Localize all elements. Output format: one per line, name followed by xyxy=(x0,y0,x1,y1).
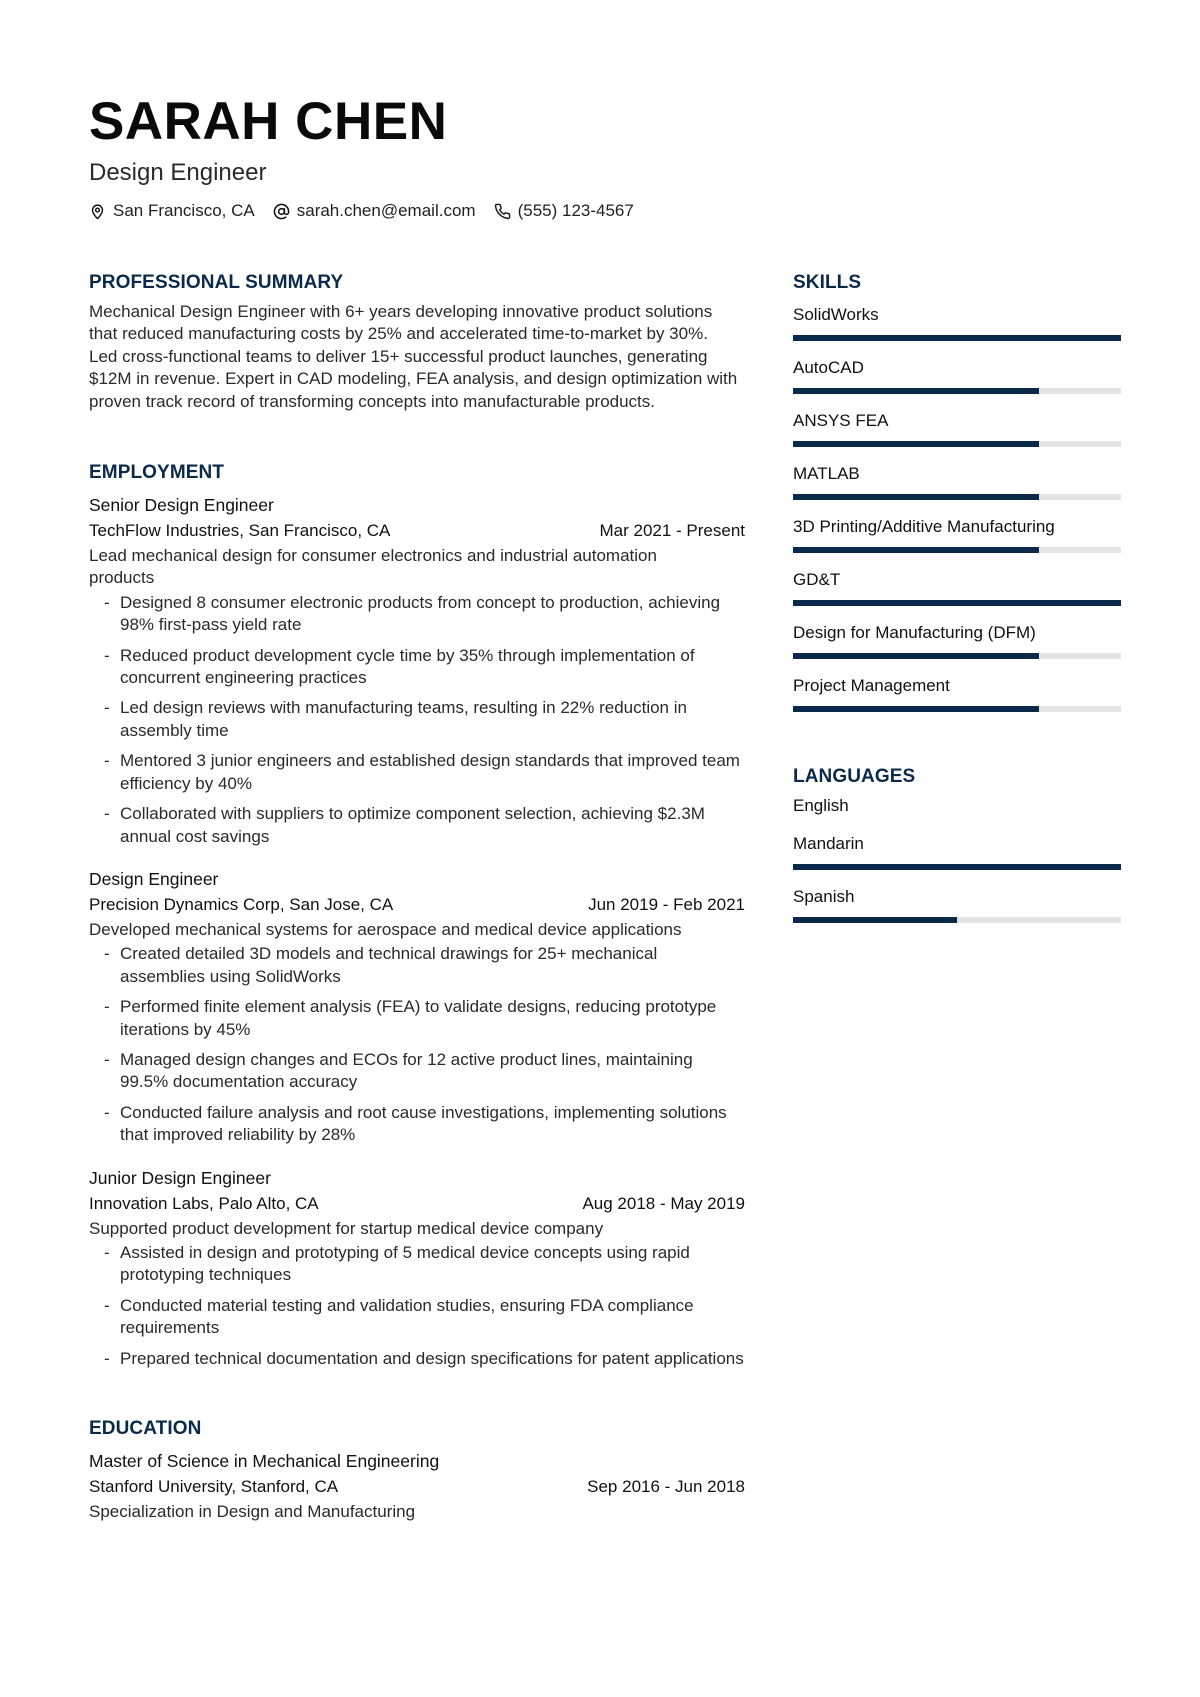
bullet-item: - Managed design changes and ECOs for 12 active product lines, maintaining 99.5% documentation accuracy xyxy=(104,1049,693,1092)
job-meta xyxy=(89,892,745,918)
language-level-bar xyxy=(793,864,1121,870)
language-level-bar xyxy=(793,917,1121,923)
languages-list xyxy=(793,792,1121,936)
job-meta xyxy=(89,518,745,544)
skill-label: 3D Printing/Additive Manufacturing xyxy=(793,517,1055,536)
main-column xyxy=(89,270,745,1523)
skill-label: Project Management xyxy=(793,676,950,695)
job-bullets xyxy=(89,943,745,1146)
job-dates: Aug 2018 - May 2019 xyxy=(582,1193,745,1213)
skill-level-bar xyxy=(793,441,1121,447)
location-pin-icon xyxy=(89,203,106,220)
skill-item xyxy=(793,301,1121,354)
skill-level-fill xyxy=(793,653,1039,659)
contact-bar xyxy=(89,199,652,223)
skill-level-bar xyxy=(793,706,1121,712)
education-detail: Specialization in Design and Manufacturing xyxy=(89,1502,416,1521)
language-item xyxy=(793,792,1121,830)
education-section xyxy=(89,1416,745,1523)
skills-section xyxy=(793,270,1121,725)
bullet-item: - Performed finite element analysis (FEA) to validate designs, reducing prototype iterations by 45% xyxy=(104,997,717,1039)
skill-label: Design for Manufacturing (DFM) xyxy=(793,623,1036,642)
job-role: Senior Design Engineer xyxy=(89,495,274,516)
phone-link[interactable]: (555) 123-4567 xyxy=(517,201,634,220)
skill-item xyxy=(793,672,1121,725)
skills-heading: SKILLS xyxy=(793,272,862,293)
skill-level-bar xyxy=(793,653,1121,659)
job-dates: Mar 2021 - Present xyxy=(599,521,745,541)
languages-section xyxy=(793,764,1121,936)
employment-section xyxy=(89,460,745,1370)
location-text: San Francisco, CA xyxy=(113,201,255,220)
job-company: Innovation Labs, Palo Alto, CA xyxy=(89,1193,319,1213)
summary-line: Mechanical Design Engineer with 6+ years developing innovative product solutions xyxy=(89,302,713,321)
skill-level-fill xyxy=(793,547,1039,553)
degree: Master of Science in Mechanical Engineering xyxy=(89,1451,440,1471)
summary-line: proven track record of transforming concepts into manufacturable products. xyxy=(89,391,656,411)
job-description: Supported product development for startup medical device company xyxy=(89,1218,604,1238)
summary-line: that reduced manufacturing costs by 25% and accelerated time-to-market by 30%. xyxy=(89,324,708,344)
job-bullets xyxy=(89,1242,745,1370)
skill-item xyxy=(793,407,1121,460)
bullet-item: - Mentored 3 junior engineers and established design standards that improved team efficiency by 40% xyxy=(104,751,740,793)
skill-item xyxy=(793,619,1121,672)
job-company: TechFlow Industries, San Francisco, CA xyxy=(89,521,391,541)
job-meta xyxy=(89,1191,745,1217)
email-link[interactable]: sarah.chen@email.com xyxy=(296,201,476,220)
bullet-item: - Reduced product development cycle time by 35% through implementation of concurrent engineering practices xyxy=(104,645,695,688)
job-description: Developed mechanical systems for aerospace and medical device applications xyxy=(89,919,682,939)
skill-item xyxy=(793,354,1121,407)
education-dates: Sep 2016 - Jun 2018 xyxy=(587,1477,745,1496)
skill-label: AutoCAD xyxy=(793,358,864,377)
job-role: Design Engineer xyxy=(89,868,219,889)
education-entry xyxy=(89,1448,745,1523)
skill-level-fill xyxy=(793,706,1039,712)
language-label: Spanish xyxy=(793,887,855,906)
skill-level-fill xyxy=(793,335,1121,341)
skill-level-fill xyxy=(793,388,1039,394)
skill-level-fill xyxy=(793,441,1039,447)
skill-label: MATLAB xyxy=(793,464,860,483)
job-bullets xyxy=(89,592,745,848)
skill-level-fill xyxy=(793,494,1039,500)
education-meta xyxy=(89,1474,745,1500)
bullet-item: - Led design reviews with manufacturing teams, resulting in 22% reduction in assembly time xyxy=(104,698,687,740)
summary-line: Led cross-functional teams to deliver 15+ successful product launches, generating xyxy=(89,346,708,366)
bullet-item: - Conducted failure analysis and root cause investigations, implementing solutions that improved reliability by 28% xyxy=(104,1102,727,1145)
bullet-item: - Conducted material testing and validation studies, ensuring FDA compliance requirements xyxy=(104,1295,694,1338)
bullet-item: - Designed 8 consumer electronic products from concept to production, achieving 98% first-pass yield rate xyxy=(104,592,721,635)
skill-label: SolidWorks xyxy=(793,305,879,324)
skills-list xyxy=(793,301,1121,725)
skill-item xyxy=(793,566,1121,619)
contact-phone[interactable] xyxy=(494,199,634,223)
skill-level-bar xyxy=(793,388,1121,394)
job-dates: Jun 2019 - Feb 2021 xyxy=(588,894,745,914)
skill-level-bar xyxy=(793,494,1121,500)
skill-label: ANSYS FEA xyxy=(793,411,889,430)
summary-heading: PROFESSIONAL SUMMARY xyxy=(89,272,344,293)
language-level-fill xyxy=(793,917,957,923)
bullet-item: - Prepared technical documentation and design specifications for patent applications xyxy=(104,1348,744,1368)
language-label: English xyxy=(793,796,849,815)
school: Stanford University, Stanford, CA xyxy=(89,1477,339,1496)
language-item xyxy=(793,883,1121,936)
job-role: Junior Design Engineer xyxy=(89,1167,271,1188)
language-level-fill xyxy=(793,864,1121,870)
bullet-item: - Created detailed 3D models and technical drawings for 25+ mechanical assemblies using SolidWorks xyxy=(104,944,658,986)
language-item xyxy=(793,830,1121,883)
job-company: Precision Dynamics Corp, San Jose, CA xyxy=(89,894,394,914)
summary-section xyxy=(89,270,745,413)
languages-heading: LANGUAGES xyxy=(793,766,916,787)
job-description: Lead mechanical design for consumer electronics and industrial automation products xyxy=(89,546,657,588)
job-entry xyxy=(89,866,745,1147)
skill-level-bar xyxy=(793,547,1121,553)
contact-email[interactable] xyxy=(273,199,476,223)
skill-level-bar xyxy=(793,600,1121,606)
bullet-item: - Collaborated with suppliers to optimize component selection, achieving $2.3M annual cost savings xyxy=(104,804,705,846)
candidate-name: SARAH CHEN xyxy=(89,92,448,151)
summary-line: $12M in revenue. Expert in CAD modeling, FEA analysis, and design optimization with xyxy=(89,369,738,389)
skill-label: GD&T xyxy=(793,570,841,589)
education-heading: EDUCATION xyxy=(89,1418,202,1439)
skill-item xyxy=(793,460,1121,513)
skill-level-bar xyxy=(793,335,1121,341)
skill-item xyxy=(793,513,1121,566)
job-entry xyxy=(89,492,745,848)
bullet-item: - Assisted in design and prototyping of 5 medical device concepts using rapid prototyping techniques xyxy=(104,1242,690,1285)
phone-icon xyxy=(494,203,511,220)
summary-text xyxy=(89,301,745,413)
employment-heading: EMPLOYMENT xyxy=(89,462,225,484)
sidebar-column xyxy=(793,270,1121,936)
candidate-title: Design Engineer xyxy=(89,159,267,186)
skill-level-fill xyxy=(793,600,1121,606)
job-entry xyxy=(89,1165,745,1370)
at-sign-icon xyxy=(273,203,290,220)
language-label: Mandarin xyxy=(793,834,864,853)
contact-location xyxy=(89,199,255,223)
